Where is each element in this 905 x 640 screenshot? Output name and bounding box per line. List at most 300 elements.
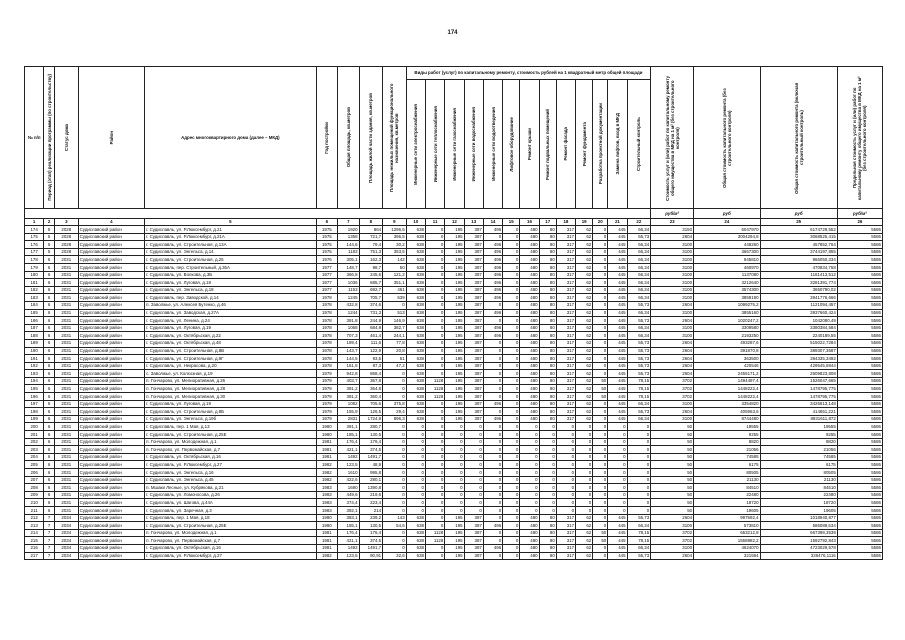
cell-work-cost: 66,34 — [627, 279, 651, 287]
cell-y0: 2034 — [55, 537, 79, 545]
column-number: 18 — [556, 219, 575, 226]
cell-work-cost: 0 — [576, 438, 593, 446]
cell-work-cost: 387 — [464, 522, 483, 530]
cell-c2: 8744480 — [694, 415, 760, 423]
cell-p: 6 — [44, 279, 55, 287]
cell-work-cost: 80 — [539, 339, 556, 347]
cell-work-cost: 445 — [608, 362, 627, 370]
table-row — [25, 377, 883, 385]
cell-work-cost: 62 — [576, 301, 593, 309]
cell-work-cost: 480 — [520, 522, 539, 530]
cell-work-cost: 80 — [539, 309, 556, 317]
cell-work-cost: 638 — [406, 370, 425, 378]
cell-work-cost: 195 — [445, 339, 464, 347]
cell-work-cost: 0 — [503, 537, 520, 545]
cell-ta: 185,1 — [338, 431, 359, 439]
cell-a: г. Судиславль, ул. Луговая, д.18 — [145, 279, 317, 287]
cell-a: п. Гончарово, ул. Молодежная, д.1 — [145, 529, 317, 537]
cell-work-cost: 387 — [464, 271, 483, 279]
cell-work-cost: 0 — [608, 491, 627, 499]
cell-work-cost: 317 — [556, 263, 575, 271]
cell-work-cost: 0 — [464, 484, 483, 492]
cell-work-cost: 0 — [608, 431, 627, 439]
cell-yr: 1981 — [316, 446, 337, 454]
unit-cell: руб/м² — [651, 209, 694, 219]
cell-work-cost: 0 — [539, 499, 556, 507]
cell-work-cost: 0 — [483, 461, 502, 469]
cell-work-cost: 638 — [406, 256, 425, 264]
cell-work-cost: 62 — [576, 263, 593, 271]
table-row — [25, 241, 883, 249]
cell-work-cost: 0 — [503, 362, 520, 370]
cell-work-cost: 496 — [483, 309, 502, 317]
cell-p: 6 — [44, 347, 55, 355]
cell-work-cost: 480 — [520, 408, 539, 416]
cell-work-cost: 0 — [593, 324, 608, 332]
cell-work-cost: 496 — [483, 415, 502, 423]
table-row — [25, 491, 883, 499]
cell-c1: 3100 — [651, 544, 694, 552]
cell-work-cost: 480 — [520, 362, 539, 370]
cell-la: 374,5 — [359, 446, 383, 454]
cell-c3: 1161413,512 — [760, 271, 837, 279]
cell-na: 51 — [383, 355, 407, 363]
cell-c2: 3859190 — [694, 294, 760, 302]
cell-work-cost: 0 — [608, 499, 627, 507]
cell-c1: 50 — [651, 453, 694, 461]
cell-work-cost: 0 — [576, 506, 593, 514]
table-row — [25, 362, 883, 370]
cell-work-cost: 480 — [520, 552, 539, 560]
cell-work-cost: 66,34 — [627, 286, 651, 294]
cell-work-cost: 0 — [608, 506, 627, 514]
cell-work-cost: 638 — [406, 400, 425, 408]
cell-la: 214 — [359, 506, 383, 514]
cell-yr: 1983 — [316, 506, 337, 514]
cell-c2: 21130 — [694, 476, 760, 484]
cell-work-cost: 0 — [425, 355, 444, 363]
header-work-foundation: Ремонт фундамента — [576, 80, 593, 209]
cell-n: 207 — [25, 476, 44, 484]
header-work-construction-control: Строительный контроль — [627, 80, 651, 209]
cell-work-cost: 195 — [445, 362, 464, 370]
cell-work-cost: 638 — [406, 347, 425, 355]
cell-ta: 161,5 — [338, 362, 359, 370]
cell-work-cost: 638 — [406, 248, 425, 256]
cell-ta: 176,4 — [338, 438, 359, 446]
cell-work-cost: 480 — [520, 241, 539, 249]
cell-work-cost: 195 — [445, 370, 464, 378]
cell-work-cost: 195 — [445, 241, 464, 249]
cell-c4: 5586 — [837, 537, 882, 545]
cell-p: 5 — [44, 226, 55, 234]
cell-work-cost: 0 — [556, 499, 575, 507]
cell-p: 6 — [44, 408, 55, 416]
cell-work-cost: 317 — [556, 408, 575, 416]
cell-c4: 5586 — [837, 294, 882, 302]
cell-work-cost: 55,73 — [627, 339, 651, 347]
cell-na: 20,8 — [383, 347, 407, 355]
cell-c4: 5586 — [837, 393, 882, 401]
cell-d: Судиславский район — [78, 544, 144, 552]
cell-work-cost: 0 — [483, 469, 502, 477]
header-status: Статус дома — [55, 67, 79, 209]
cell-work-cost: 445 — [608, 385, 627, 393]
cell-work-cost: 0 — [464, 453, 483, 461]
cell-la: 87,3 — [359, 362, 383, 370]
cell-c3: 3744197,855 — [760, 248, 837, 256]
cell-work-cost: 195 — [445, 309, 464, 317]
column-number: 5 — [145, 219, 317, 226]
cell-a: г. Судиславль, ул. Октябрьская, д.22 — [145, 332, 317, 340]
cell-c4: 5586 — [837, 522, 882, 530]
cell-work-cost: 0 — [539, 491, 556, 499]
cell-work-cost: 0 — [503, 415, 520, 423]
cell-a: п. Гончарово, ул. Мелиоративная, д.30 — [145, 393, 317, 401]
cell-yr: 1978 — [316, 339, 337, 347]
cell-c1: 2604 — [651, 552, 694, 560]
cell-work-cost: 0 — [503, 499, 520, 507]
cell-ta: 1358 — [338, 233, 359, 241]
cell-n: 186 — [25, 317, 44, 325]
cell-la: 685,7 — [359, 279, 383, 287]
cell-work-cost: 0 — [406, 423, 425, 431]
cell-work-cost: 0 — [503, 491, 520, 499]
cell-work-cost: 0 — [593, 408, 608, 416]
cell-d: Судиславский район — [78, 286, 144, 294]
cell-work-cost: 496 — [483, 400, 502, 408]
cell-work-cost: 317 — [556, 317, 575, 325]
cell-work-cost: 0 — [503, 522, 520, 530]
cell-c3: 3068525,415 — [760, 233, 837, 241]
cell-work-cost: 62 — [576, 552, 593, 560]
cell-work-cost: 0 — [425, 453, 444, 461]
cell-c3: 1042080,49 — [760, 317, 837, 325]
cell-work-cost: 480 — [520, 393, 539, 401]
cell-work-cost: 0 — [425, 317, 444, 325]
cell-a: г. Судиславль, ул. Р.Люксембург, д.27 — [145, 552, 317, 560]
table-row — [25, 226, 883, 234]
cell-work-cost: 496 — [483, 332, 502, 340]
cell-work-cost: 0 — [483, 339, 502, 347]
cell-work-cost: 0 — [425, 226, 444, 234]
cell-c2: 363500 — [694, 355, 760, 363]
cell-c3: 6174729,552 — [760, 226, 837, 234]
cell-work-cost: 387 — [464, 324, 483, 332]
cell-work-cost: 445 — [608, 294, 627, 302]
cell-work-cost: 0 — [593, 339, 608, 347]
cell-work-cost: 0 — [483, 408, 502, 416]
cell-c2: 945810 — [694, 256, 760, 264]
cell-work-cost: 195 — [445, 286, 464, 294]
cell-work-cost: 0 — [483, 385, 502, 393]
cell-ta: 422,6 — [338, 476, 359, 484]
cell-a: г. Судиславль, пер. 1 Мая, д.18 — [145, 514, 317, 522]
cell-c2: 3574300 — [694, 286, 760, 294]
cell-d: Судиславский район — [78, 476, 144, 484]
cell-work-cost: 0 — [483, 537, 502, 545]
cell-la: 705,7 — [359, 294, 383, 302]
cell-d: Судиславский район — [78, 279, 144, 287]
cell-p: 6 — [44, 415, 55, 423]
cell-work-cost: 62 — [576, 286, 593, 294]
cell-na: 1296,5 — [383, 226, 407, 234]
cell-y0: 2028 — [55, 241, 79, 249]
cell-a: г. Судиславль, пер. 1 Мая, д.13 — [145, 423, 317, 431]
cell-work-cost: 0 — [425, 423, 444, 431]
cell-n: 190 — [25, 347, 44, 355]
cell-y0: 2031 — [55, 415, 79, 423]
cell-work-cost: 0 — [608, 446, 627, 454]
cell-work-cost: 445 — [608, 529, 627, 537]
cell-work-cost: 55,73 — [627, 362, 651, 370]
cell-a: г. Судиславль, ул. Энгельса, д.45 — [145, 476, 317, 484]
cell-work-cost: 195 — [445, 271, 464, 279]
cell-work-cost: 0 — [593, 446, 608, 454]
cell-ta: 1183 — [338, 248, 359, 256]
page-number: 174 — [447, 30, 458, 36]
cell-c4: 5586 — [837, 324, 882, 332]
cell-work-cost: 0 — [627, 446, 651, 454]
cell-yr: 1979 — [316, 415, 337, 423]
cell-work-cost: 0 — [608, 476, 627, 484]
cell-y0: 2031 — [55, 317, 79, 325]
cell-work-cost: 445 — [608, 522, 627, 530]
cell-c3: 21056 — [760, 446, 837, 454]
cell-work-cost: 80 — [539, 226, 556, 234]
cell-na: 50 — [383, 263, 407, 271]
cell-work-cost: 387 — [464, 248, 483, 256]
cell-work-cost: 638 — [406, 263, 425, 271]
header-work-heating: Инженерные сети теплоснабжения — [425, 80, 444, 209]
cell-work-cost: 0 — [406, 469, 425, 477]
cell-a: п. Гончарово, ул. Молодежная, д.1 — [145, 438, 317, 446]
cell-work-cost: 80 — [539, 271, 556, 279]
cell-na: 47,2 — [383, 362, 407, 370]
cell-c2: 8820 — [694, 438, 760, 446]
cell-yr: 1982 — [316, 461, 337, 469]
cell-c2: 460970 — [694, 263, 760, 271]
cell-work-cost: 0 — [483, 506, 502, 514]
cell-work-cost: 62 — [576, 347, 593, 355]
cell-work-cost: 445 — [608, 324, 627, 332]
cell-work-cost: 496 — [483, 263, 502, 271]
cell-c3: 3281391,774 — [760, 279, 837, 287]
cell-work-cost: 195 — [445, 279, 464, 287]
cell-work-cost: 0 — [593, 544, 608, 552]
cell-la: 176,4 — [359, 529, 383, 537]
cell-c4: 5586 — [837, 301, 882, 309]
cell-work-cost: 0 — [503, 263, 520, 271]
cell-y0: 2031 — [55, 491, 79, 499]
cell-work-cost: 0 — [483, 233, 502, 241]
cell-ta: 449,6 — [338, 491, 359, 499]
cell-work-cost: 387 — [464, 415, 483, 423]
cell-c2: 653212,8 — [694, 529, 760, 537]
cell-work-cost: 387 — [464, 537, 483, 545]
cell-yr: 1983 — [316, 499, 337, 507]
cell-ta: 176,4 — [338, 529, 359, 537]
cell-c4: 5586 — [837, 241, 882, 249]
cell-n: 205 — [25, 461, 44, 469]
cell-work-cost: 0 — [503, 347, 520, 355]
cell-work-cost: 0 — [503, 226, 520, 234]
cell-work-cost: 66,34 — [627, 248, 651, 256]
cell-work-cost: 80 — [539, 332, 556, 340]
cell-work-cost: 195 — [445, 415, 464, 423]
cell-yr: 1977 — [316, 271, 337, 279]
cell-p: 5 — [44, 248, 55, 256]
cell-la: 374,6 — [359, 301, 383, 309]
cell-work-cost: 0 — [503, 301, 520, 309]
cell-work-cost: 62 — [576, 332, 593, 340]
cell-work-cost: 387 — [464, 552, 483, 560]
cell-c4: 5586 — [837, 355, 882, 363]
cell-ta: 1068 — [338, 324, 359, 332]
cell-work-cost: 638 — [406, 332, 425, 340]
cell-yr: 1978 — [316, 294, 337, 302]
cell-la: 130,5 — [359, 522, 383, 530]
cell-work-cost: 80 — [539, 301, 556, 309]
cell-work-cost: 0 — [539, 461, 556, 469]
cell-work-cost: 0 — [539, 446, 556, 454]
cell-work-cost: 638 — [406, 317, 425, 325]
cell-work-cost: 0 — [627, 438, 651, 446]
cell-n: 195 — [25, 385, 44, 393]
cell-p: 7 — [44, 537, 55, 545]
cell-yr: 1978 — [316, 355, 337, 363]
cell-work-cost: 0 — [406, 453, 425, 461]
cell-work-cost: 62 — [576, 370, 593, 378]
cell-work-cost: 480 — [520, 226, 539, 234]
cell-p: 7 — [44, 544, 55, 552]
cell-c3: 19605 — [760, 506, 837, 514]
cell-work-cost: 317 — [556, 529, 575, 537]
cell-y0: 2031 — [55, 476, 79, 484]
cell-y0: 2031 — [55, 469, 79, 477]
cell-na: 0 — [383, 385, 407, 393]
cell-work-cost: 66,34 — [627, 400, 651, 408]
table-body — [25, 226, 883, 560]
cell-a: г. Судиславль, ул. Волкова, д.3Б — [145, 271, 317, 279]
cell-la: 126,5 — [359, 408, 383, 416]
cell-work-cost: 0 — [608, 453, 627, 461]
cell-work-cost: 66,34 — [627, 226, 651, 234]
cell-work-cost: 80 — [539, 537, 556, 545]
cell-p: 6 — [44, 423, 55, 431]
cell-a: г. Судиславль, пер. Заводской, д.14 — [145, 294, 317, 302]
cell-work-cost: 387 — [464, 241, 483, 249]
cell-work-cost: 0 — [425, 362, 444, 370]
cell-work-cost: 0 — [520, 438, 539, 446]
cell-work-cost: 80 — [539, 393, 556, 401]
cell-work-cost: 0 — [593, 491, 608, 499]
cell-n: 181 — [25, 279, 44, 287]
cell-n: 193 — [25, 370, 44, 378]
cell-a: г. Судиславль, ул. Строительная, д.25Е — [145, 522, 317, 530]
cell-work-cost: 0 — [608, 484, 627, 492]
cell-work-cost: 0 — [593, 522, 608, 530]
cell-na: 146,9 — [383, 317, 407, 325]
cell-work-cost: 638 — [406, 286, 425, 294]
cell-work-cost: 0 — [425, 476, 444, 484]
cell-c3: 3941776,666 — [760, 294, 837, 302]
cell-work-cost: 387 — [464, 347, 483, 355]
cell-work-cost: 496 — [483, 271, 502, 279]
cell-yr: 1982 — [316, 476, 337, 484]
cell-p: 5 — [44, 241, 55, 249]
cell-work-cost: 0 — [520, 484, 539, 492]
cell-c2: 493287,6 — [694, 339, 760, 347]
cell-work-cost: 195 — [445, 256, 464, 264]
cell-work-cost: 195 — [445, 317, 464, 325]
cell-c2: 4624070 — [694, 544, 760, 552]
cell-la: 90,91 — [359, 552, 383, 560]
cell-work-cost: 0 — [576, 453, 593, 461]
cell-d: Судиславский район — [78, 256, 144, 264]
cell-work-cost: 317 — [556, 370, 575, 378]
cell-work-cost: 0 — [464, 476, 483, 484]
table-row — [25, 476, 883, 484]
cell-y0: 2031 — [55, 309, 79, 317]
cell-work-cost: 638 — [406, 537, 425, 545]
column-number: 7 — [338, 219, 359, 226]
cell-work-cost: 0 — [627, 506, 651, 514]
cell-work-cost: 195 — [445, 332, 464, 340]
cell-work-cost: 0 — [425, 263, 444, 271]
cell-work-cost: 638 — [406, 233, 425, 241]
cell-c1: 2604 — [651, 339, 694, 347]
cell-work-cost: 80 — [539, 355, 556, 363]
cell-work-cost: 0 — [593, 271, 608, 279]
cell-n: 199 — [25, 415, 44, 423]
cell-la: 130,5 — [359, 431, 383, 439]
cell-work-cost: 0 — [445, 423, 464, 431]
cell-work-cost: 0 — [483, 514, 502, 522]
cell-a: г. Судиславль, ул. Энгельса, д.19б — [145, 415, 317, 423]
cell-c4: 5586 — [837, 544, 882, 552]
cell-p: 6 — [44, 263, 55, 271]
cell-work-cost: 638 — [406, 385, 425, 393]
cell-work-cost: 0 — [464, 446, 483, 454]
cell-ta: 144,5 — [338, 355, 359, 363]
header-address: Адрес многоквартирного дома (далее – МКД) — [145, 67, 317, 209]
cell-y0: 2031 — [55, 446, 79, 454]
cell-work-cost: 638 — [406, 271, 425, 279]
cell-work-cost: 480 — [520, 400, 539, 408]
cell-work-cost: 55,73 — [627, 408, 651, 416]
table-row — [25, 294, 883, 302]
cell-n: 204 — [25, 453, 44, 461]
header-total-cost-with-control: Общая стоимость капитального ремонта (включая строительный контроль) — [760, 67, 837, 209]
cell-work-cost: 317 — [556, 415, 575, 423]
cell-n: 182 — [25, 286, 44, 294]
cell-work-cost: 0 — [503, 514, 520, 522]
cell-work-cost: 480 — [520, 339, 539, 347]
cell-na: 0 — [383, 469, 407, 477]
cell-work-cost: 0 — [503, 529, 520, 537]
cell-c4: 5586 — [837, 415, 882, 423]
cell-work-cost: 62 — [576, 309, 593, 317]
cell-work-cost: 62 — [576, 408, 593, 416]
cell-work-cost: 0 — [425, 286, 444, 294]
cell-la: 239,2 — [359, 514, 383, 522]
cell-a: г. Судиславль, ул. Р.Люксембург, д.21 — [145, 226, 317, 234]
cell-c1: 3100 — [651, 256, 694, 264]
cell-c2: 21056 — [694, 446, 760, 454]
cell-work-cost: 62 — [576, 522, 593, 530]
cell-n: 184 — [25, 301, 44, 309]
